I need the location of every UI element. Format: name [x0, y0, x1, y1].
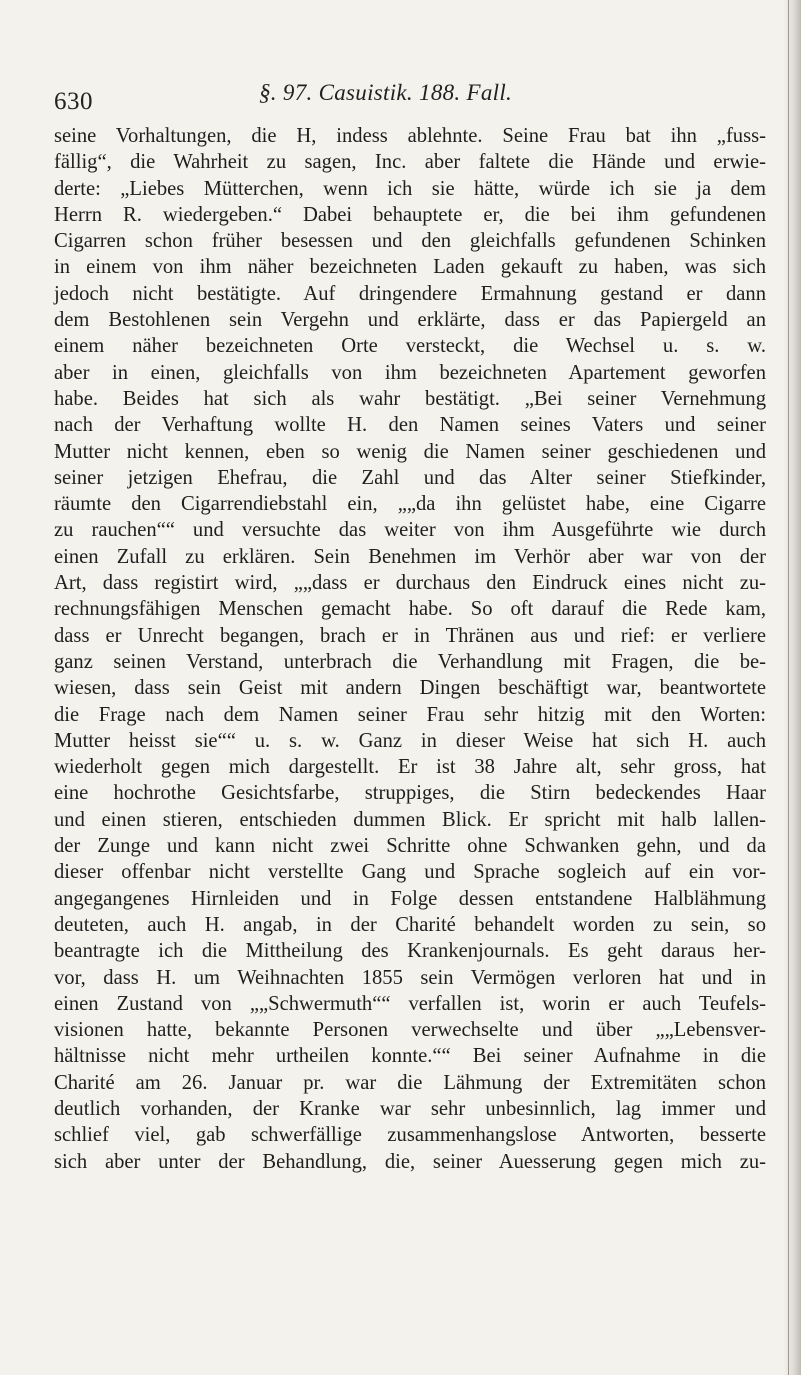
text-line: vor, dass H. um Weihnachten 1855 sein Vermögen verloren hat und in	[54, 966, 766, 989]
text-line: dass er Unrecht begangen, brach er in Thränen aus und rief: er verliere	[54, 624, 766, 647]
text-line: wiesen, dass sein Geist mit andern Dingen beschäftigt war, beantwortete	[54, 677, 766, 700]
text-line: und einen stieren, entschieden dummen Blick. Er spricht mit halb lallen-	[54, 808, 766, 831]
text-line: der Zunge und kann nicht zwei Schritte ohne Schwanken gehn, und da	[54, 835, 766, 858]
text-line: einen Zufall zu erklären. Sein Benehmen im Verhör aber war von der	[54, 545, 766, 568]
text-line: Herrn R. wiedergeben.“ Dabei behauptete er, die bei ihm gefundenen	[54, 203, 766, 226]
text-line: einem näher bezeichneten Orte versteckt, die Wechsel u. s. w.	[54, 335, 766, 358]
text-line: einen Zustand von „„Schwermuth““ verfallen ist, worin er auch Teufels-	[54, 992, 766, 1015]
text-line: jedoch nicht bestätigte. Auf dringendere Ermahnung gestand er dann	[54, 282, 766, 305]
text-line: rechnungsfähigen Menschen gemacht habe. So oft darauf die Rede kam,	[54, 598, 766, 621]
text-line: visionen hatte, bekannte Personen verwechselte und über „„Lebensver-	[54, 1019, 766, 1042]
text-line: habe. Beides hat sich als wahr bestätigt. „Bei seiner Vernehmung	[54, 387, 766, 410]
text-line: angegangenes Hirnleiden und in Folge dessen entstandene Halblähmung	[54, 887, 766, 910]
text-line: fällig“, die Wahrheit zu sagen, Inc. aber faltete die Hände und erwie-	[54, 151, 766, 174]
text-line: dem Bestohlenen sein Vergehn und erklärte, dass er das Papiergeld an	[54, 309, 766, 332]
text-line: beantragte ich die Mittheilung des Krankenjournals. Es geht daraus her-	[54, 940, 766, 963]
text-line: die Frage nach dem Namen seiner Frau sehr hitzig mit den Worten:	[54, 703, 766, 726]
text-line: schlief viel, gab schwerfällige zusammenhangslose Antworten, besserte	[54, 1124, 766, 1147]
text-line: seine Vorhaltungen, die H, indess ablehnte. Seine Frau bat ihn „fuss-	[54, 125, 766, 147]
text-line: ganz seinen Verstand, unterbrach die Verhandlung mit Fragen, die be-	[54, 650, 766, 673]
text-line: in einem von ihm näher bezeichneten Laden gekauft zu haben, was sich	[54, 256, 766, 279]
text-line: wiederholt gegen mich dargestellt. Er ist 38 Jahre alt, sehr gross, hat	[54, 756, 766, 779]
page-edge-shadow	[783, 0, 801, 1375]
text-line: hältnisse nicht mehr urtheilen konnte.““ Bei seiner Aufnahme in die	[54, 1045, 766, 1068]
text-line: eine hochrothe Gesichtsfarbe, struppiges, die Stirn bedeckendes Haar	[54, 782, 766, 805]
text-line: räumte den Cigarrendiebstahl ein, „„da ihn gelüstet habe, eine Cigarre	[54, 493, 766, 516]
text-line: deuteten, auch H. angab, in der Charité behandelt worden zu sein, so	[54, 913, 766, 936]
text-line: aber in einen, gleichfalls von ihm bezeichneten Apartement geworfen	[54, 361, 766, 384]
text-line: zu rauchen““ und versuchte das weiter von ihm Ausgeführte wie durch	[54, 519, 766, 542]
text-line: sich aber unter der Behandlung, die, seiner Auesserung gegen mich zu-	[54, 1150, 766, 1173]
text-line: deutlich vorhanden, der Kranke war sehr unbesinnlich, lag immer und	[54, 1097, 766, 1120]
text-line: Mutter heisst sie““ u. s. w. Ganz in dieser Weise hat sich H. auch	[54, 729, 766, 752]
body-text	[54, 123, 766, 1175]
text-line: derte: „Liebes Mütterchen, wenn ich sie hätte, würde ich sie ja dem	[54, 177, 766, 200]
text-line: Cigarren schon früher besessen und den gleichfalls gefundenen Schinken	[54, 230, 766, 253]
text-line: seiner jetzigen Ehefrau, die Zahl und das Alter seiner Stiefkinder,	[54, 466, 766, 489]
text-line: Charité am 26. Januar pr. war die Lähmung der Extremitäten schon	[54, 1071, 766, 1094]
text-line: Art, dass registirt wird, „„dass er durchaus den Eindruck eines nicht zu-	[54, 572, 766, 595]
text-line: nach der Verhaftung wollte H. den Namen seines Vaters und seiner	[54, 414, 766, 437]
running-head: §. 97. Casuistik. 188. Fall.	[259, 80, 513, 105]
page-header	[54, 80, 754, 116]
page-number: 630	[54, 88, 93, 115]
text-line: dieser offenbar nicht verstellte Gang und Sprache sogleich auf ein vor-	[54, 861, 766, 884]
text-line: Mutter nicht kennen, eben so wenig die Namen seiner geschiedenen und	[54, 440, 766, 463]
page-edge-line	[788, 0, 789, 1375]
